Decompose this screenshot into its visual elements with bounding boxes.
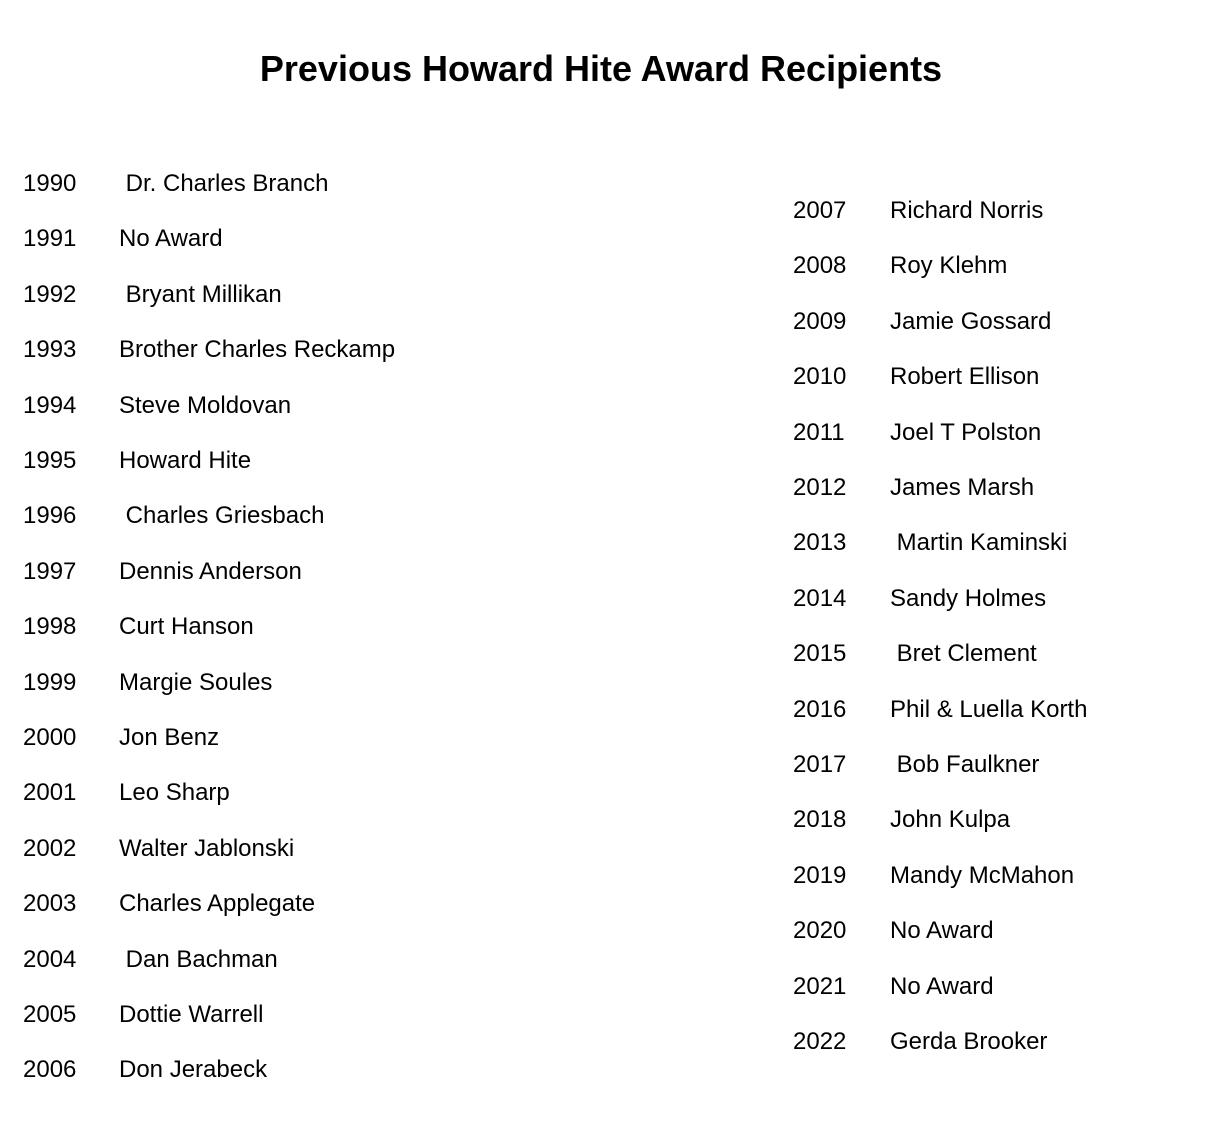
recipient-year: 2015 [793,640,847,668]
recipient-name: Bob Faulkner [890,751,1040,778]
recipient-name: Martin Kaminski [890,529,1068,557]
recipient-year: 2005 [23,1001,77,1028]
recipient-year: 2013 [793,529,847,557]
recipient-name: Leo Sharp [119,779,230,807]
recipient-year: 2006 [23,1056,77,1084]
recipient-year: 2010 [793,363,847,391]
recipient-name: Dennis Anderson [119,557,302,585]
recipient-year: 2008 [793,252,847,280]
recipient-year: 2001 [23,779,77,807]
recipient-year: 1991 [23,225,77,253]
recipient-year: 2019 [793,861,847,889]
recipient-name: Robert Ellison [890,363,1040,391]
recipient-year: 2018 [793,806,847,834]
recipient-year: 2016 [793,695,847,723]
recipient-year: 1996 [23,502,77,530]
recipient-year: 2003 [23,890,77,918]
recipient-year: 2022 [793,1028,847,1055]
recipient-year: 1999 [23,668,77,696]
recipient-name: Jon Benz [119,724,220,751]
recipient-year: 1997 [23,557,77,585]
recipient-year: 2007 [793,197,847,224]
recipient-name: Margie Soules [119,668,273,696]
recipient-name: Mandy McMahon [890,861,1075,889]
recipient-name: Charles Griesbach [119,502,325,530]
recipient-name: No Award [890,917,994,945]
recipient-year: 2017 [793,751,847,778]
recipient-name: Phil & Luella Korth [890,695,1088,723]
recipient-name: Dan Bachman [119,945,278,973]
recipient-name: Bret Clement [890,640,1037,668]
recipient-year: 2012 [793,474,847,501]
recipient-name: James Marsh [890,474,1035,501]
recipient-year: 2004 [23,945,77,973]
page-title: Previous Howard Hite Award Recipients [259,48,943,89]
recipient-year: 2011 [793,418,845,446]
recipient-name: No Award [890,972,994,1000]
recipient-name: Richard Norris [890,197,1044,224]
recipient-name: Brother Charles Reckamp [119,336,396,364]
recipient-name: Curt Hanson [119,613,254,641]
recipient-year: 1995 [23,447,77,474]
recipient-name: Sandy Holmes [890,584,1047,612]
recipient-name: Steve Moldovan [119,391,292,419]
recipient-name: Jamie Gossard [890,307,1052,335]
recipient-year: 1993 [23,336,77,364]
recipient-name: Don Jerabeck [119,1056,268,1084]
recipient-year: 2009 [793,307,847,335]
recipient-name: Walter Jablonski [119,834,295,862]
recipient-name: Dottie Warrell [119,1001,264,1028]
recipient-year: 2021 [793,972,847,1000]
recipient-year: 1994 [23,391,77,419]
recipient-year: 2002 [23,834,77,862]
recipient-name: Joel T Polston [890,418,1042,446]
recipient-name: Roy Klehm [890,252,1008,280]
recipient-year: 2020 [793,917,847,945]
recipient-year: 2014 [793,584,847,612]
recipient-year: 1990 [23,170,77,197]
recipient-year: 2000 [23,724,77,751]
recipient-name: Charles Applegate [119,890,316,918]
recipient-year: 1992 [23,280,77,308]
recipient-year: 1998 [23,613,77,641]
recipient-name: Bryant Millikan [119,280,282,308]
recipient-name: Dr. Charles Branch [119,170,329,197]
recipient-name: Gerda Brooker [890,1028,1048,1055]
recipient-name: Howard Hite [119,447,252,474]
recipient-name: No Award [119,225,223,253]
recipient-name: John Kulpa [890,806,1011,834]
